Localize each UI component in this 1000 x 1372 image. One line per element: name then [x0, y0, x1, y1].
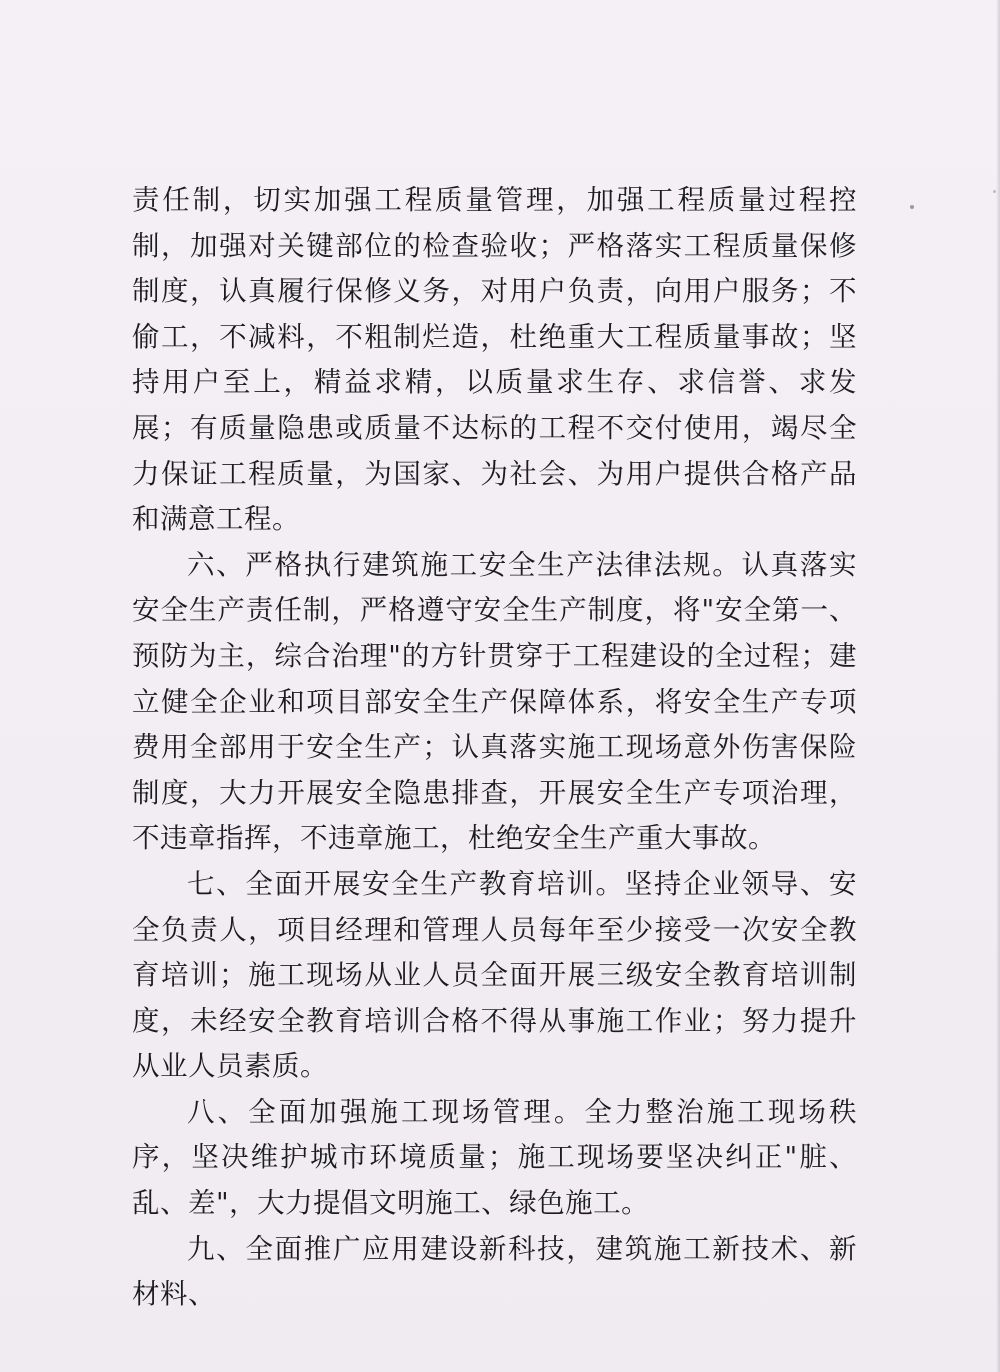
- paragraph-continued: 责任制，切实加强工程质量管理，加强工程质量过程控制，加强对关键部位的检查验收；严格落实工程质量保修制度，认真履行保修义务，对用户负责，向用户服务；不偷工，不减料，不粗制烂造，杜绝重大工程质量事故；坚持用户至上，精益求精，以质量求生存、求信誉、求发展；有质量隐患或质量不达标的工程不交付使用，竭尽全力保证工程质量，为国家、为社会、为用户提供合格产品和满意工程。: [132, 184, 857, 536]
- scan-speck: [910, 205, 914, 209]
- scan-speck: [993, 190, 996, 193]
- paragraph-item-8: 八、全面加强施工现场管理。全力整治施工现场秩序，坚决维护城市环境质量；施工现场要坚决纠正"脏、乱、差"，大力提倡文明施工、绿色施工。: [132, 1095, 857, 1220]
- paragraph-item-7: 七、全面开展安全生产教育培训。坚持企业领导、安全负责人，项目经理和管理人员每年至少接受一次安全教育培训；施工现场从业人员全面开展三级安全教育培训制度，未经安全教育培训合格不得从事施工作业；努力提升从业人员素质。: [132, 867, 857, 1083]
- paragraph-item-6: 六、严格执行建筑施工安全生产法律法规。认真落实安全生产责任制，严格遵守安全生产制度，将"安全第一、预防为主，综合治理"的方针贯穿于工程建设的全过程；建立健全企业和项目部安全生产保障体系，将安全生产专项费用全部用于安全生产；认真落实施工现场意外伤害保险制度，大力开展安全隐患排查，开展安全生产专项治理，不违章指挥，不违章施工，杜绝安全生产重大事故。: [132, 548, 857, 855]
- page-edge-shadow: [996, 0, 1000, 1372]
- paragraph-item-9: 九、全面推广应用建设新科技，建筑施工新技术、新材料、: [132, 1232, 857, 1311]
- document-body: [132, 178, 857, 1318]
